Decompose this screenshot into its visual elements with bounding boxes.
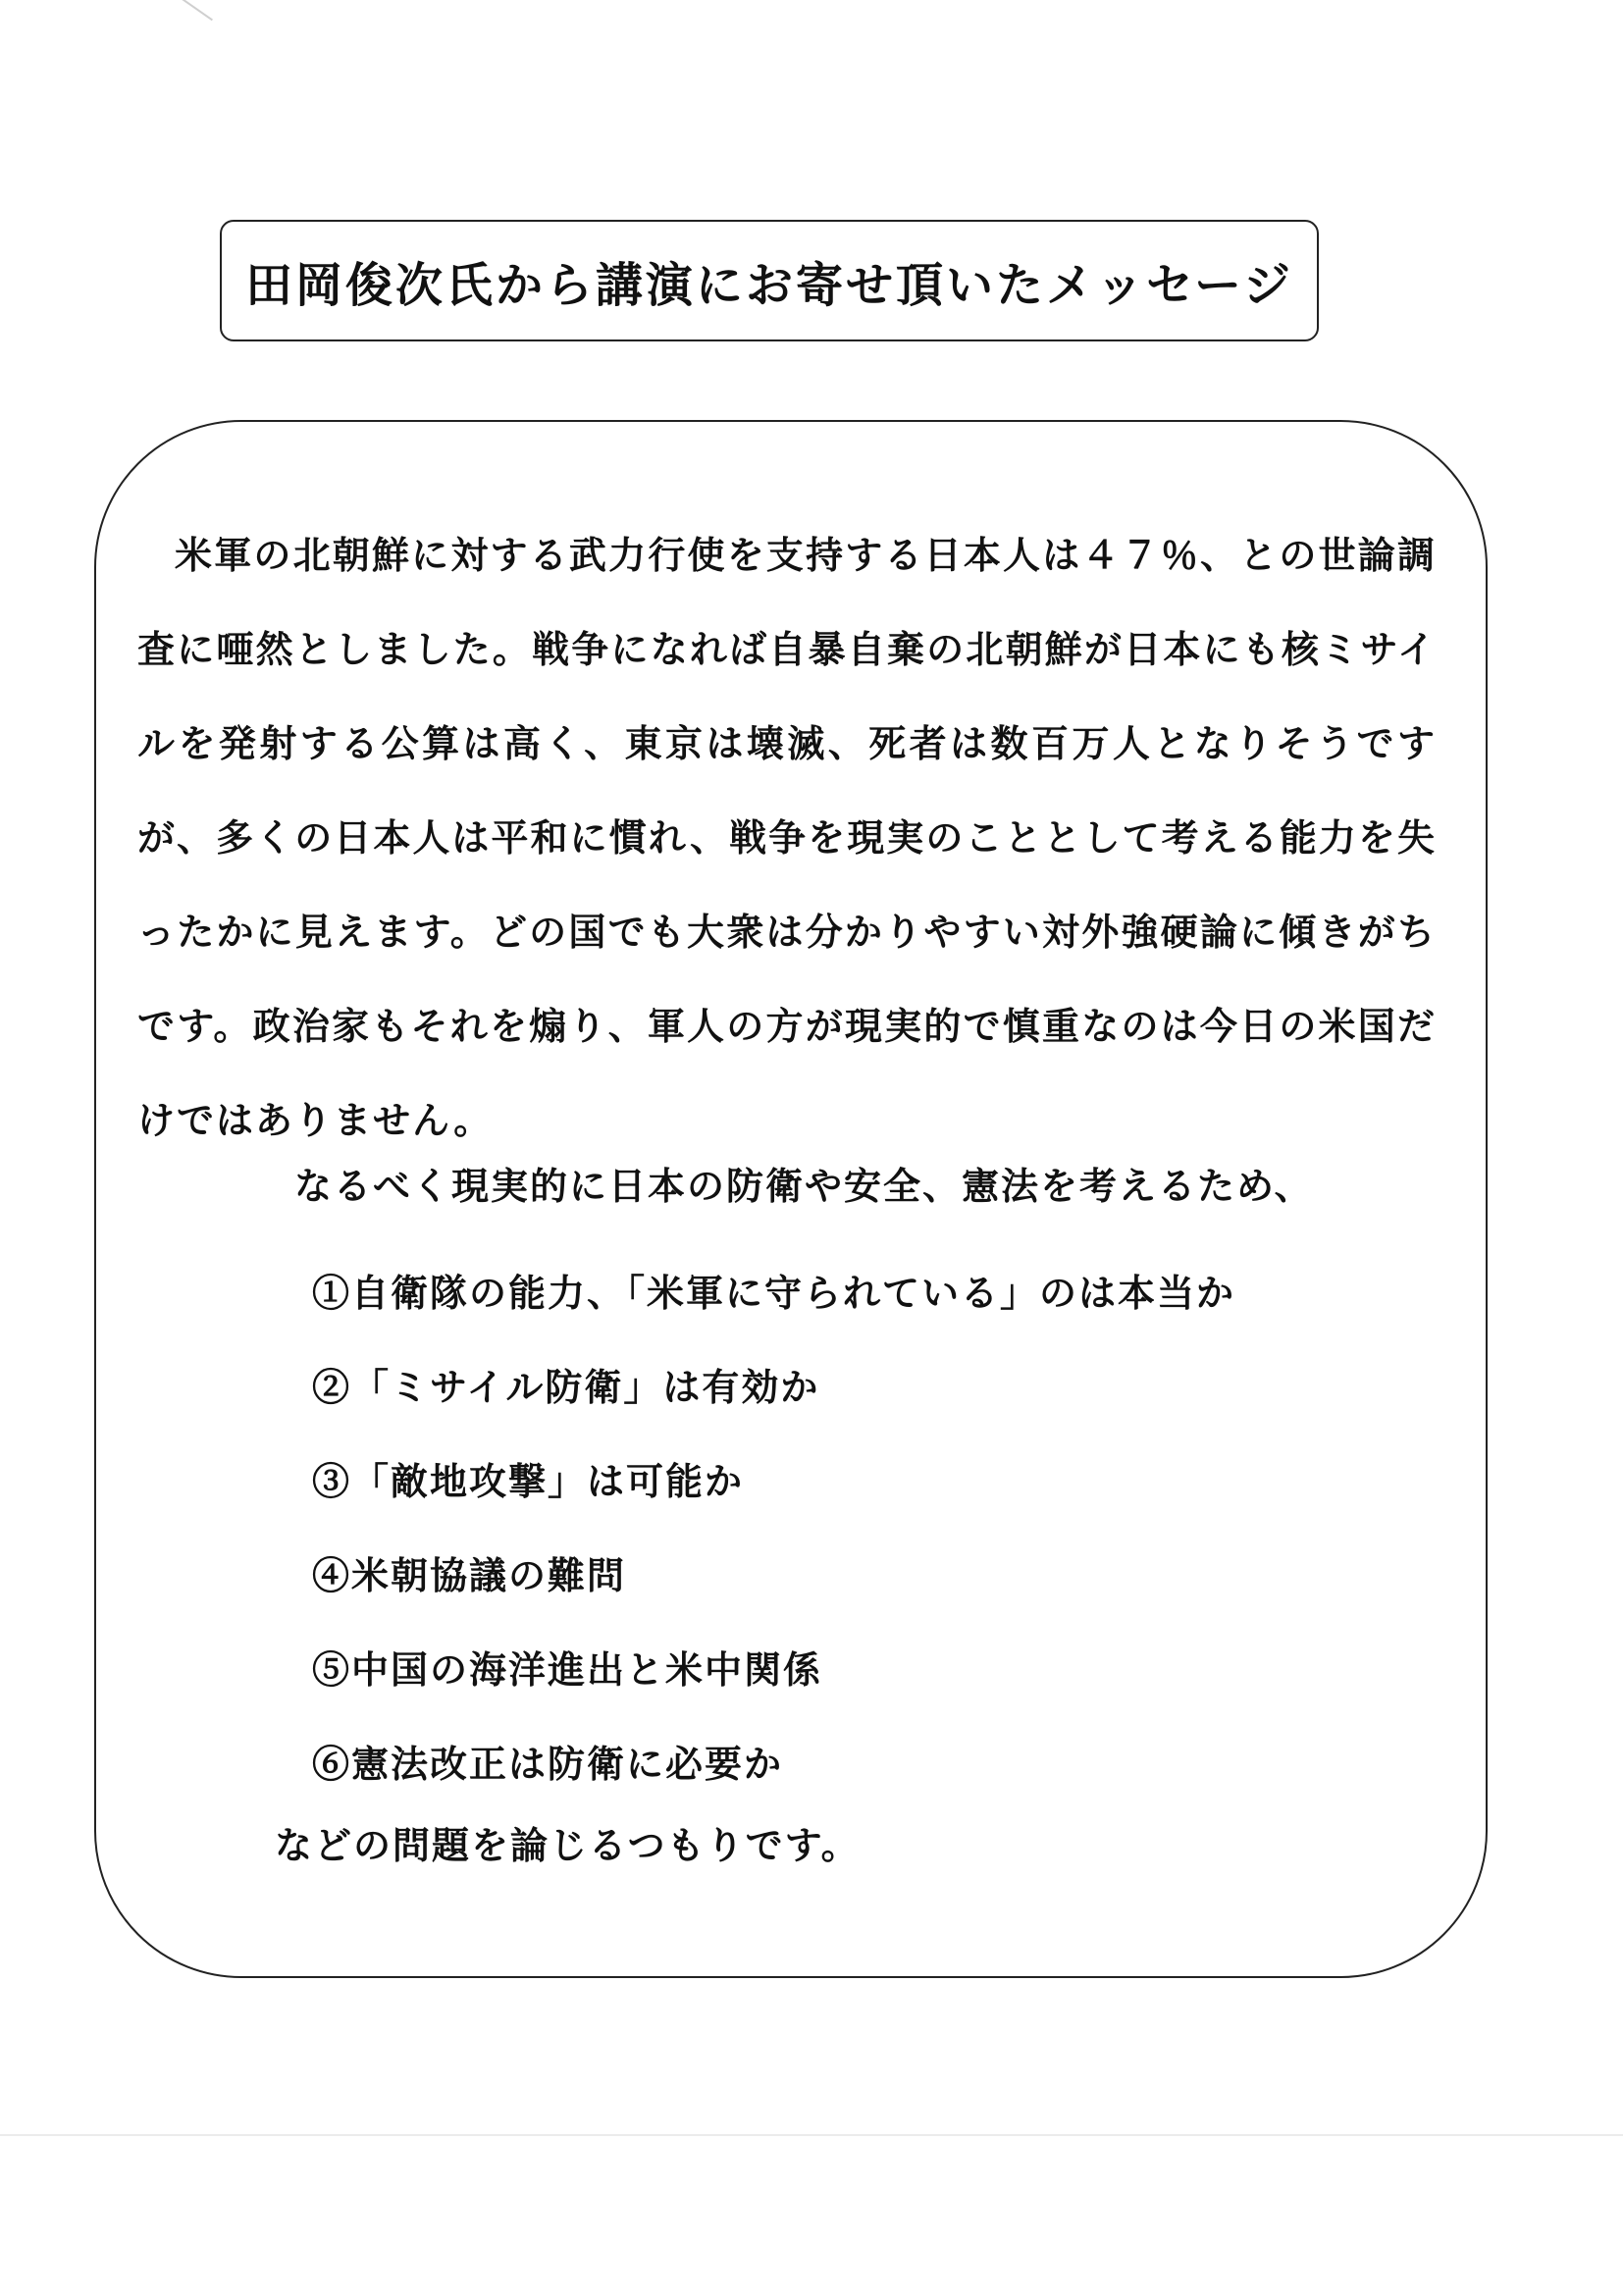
scan-artifact [180,0,213,21]
scan-footer-line [0,2134,1623,2136]
closing-line: などの問題を論じるつもりです。 [275,1823,861,1867]
topic-item: ②「ミサイル防衛」は有効か [312,1365,820,1409]
document-title: 田岡俊次氏から講演にお寄せ頂いたメッセージ [244,257,1294,313]
topic-item: ③「敵地攻撃」は可能か [312,1459,745,1503]
topic-item: ⑤中国の海洋進出と米中関係 [312,1647,823,1692]
title-box [220,220,1319,341]
topic-item: ⑥憲法改正は防衛に必要か [312,1742,784,1786]
topic-item: ④米朝協議の難問 [312,1553,627,1597]
topic-item: ①自衛隊の能力、「米軍に守られている」のは本当か [312,1271,1236,1315]
topics-list [312,1246,1235,1811]
topics-intro: なるべく現実的に日本の防衛や安全、憲法を考えるため、 [294,1164,1314,1208]
message-paragraph: 米軍の北朝鮮に対する武力行使を支持する日本人は４７％、との世論調査に唖然としました。戦争になれば自暴自棄の北朝鮮が日本にも核ミサイルを発射する公算は高く、東京は壊滅、死者は数百万人となりそうですが、多くの日本人は平和に慣れ、戦争を現実のこととして考える能力を失ったかに見えます。どの国でも大衆は分かりやすい対外強硬論に傾きがちです。政治家もそれを煽り、軍人の方が現実的で慎重なのは今日の米国だけではありません。 [137,533,1437,1142]
